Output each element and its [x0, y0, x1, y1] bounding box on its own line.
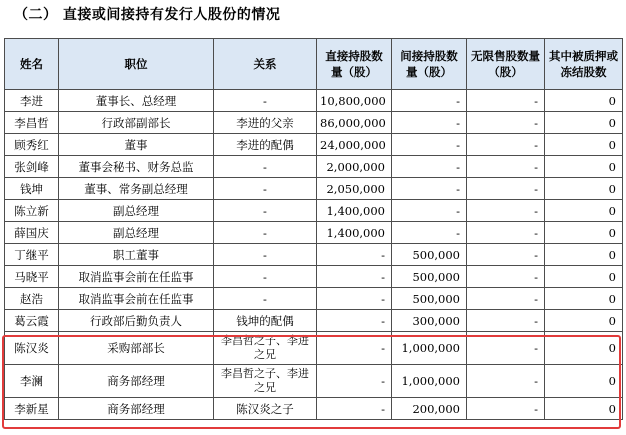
cell-unrestricted: - — [467, 266, 545, 288]
cell-direct: - — [317, 288, 392, 310]
cell-direct: 10,800,000 — [317, 90, 392, 112]
cell-name: 赵浩 — [5, 288, 59, 310]
cell-position: 商务部经理 — [59, 398, 214, 420]
cell-direct: - — [317, 398, 392, 420]
cell-relation: - — [214, 288, 317, 310]
cell-relation: - — [214, 90, 317, 112]
table-header-row — [5, 39, 623, 90]
cell-relation: 钱坤的配偶 — [214, 310, 317, 332]
table-row — [5, 365, 623, 398]
cell-unrestricted: - — [467, 178, 545, 200]
cell-position: 副总经理 — [59, 200, 214, 222]
cell-pledged: 0 — [545, 178, 623, 200]
cell-name: 陈立新 — [5, 200, 59, 222]
cell-pledged: 0 — [545, 222, 623, 244]
cell-unrestricted: - — [467, 332, 545, 365]
table-row — [5, 134, 623, 156]
cell-direct: 2,000,000 — [317, 156, 392, 178]
cell-name: 葛云霞 — [5, 310, 59, 332]
cell-indirect: 500,000 — [392, 266, 467, 288]
cell-name: 李昌哲 — [5, 112, 59, 134]
cell-name: 李新星 — [5, 398, 59, 420]
cell-pledged: 0 — [545, 398, 623, 420]
cell-unrestricted: - — [467, 90, 545, 112]
table-row — [5, 332, 623, 365]
cell-pledged: 0 — [545, 90, 623, 112]
cell-relation: - — [214, 222, 317, 244]
table-row — [5, 244, 623, 266]
cell-name: 陈汉炎 — [5, 332, 59, 365]
cell-pledged: 0 — [545, 288, 623, 310]
cell-unrestricted: - — [467, 310, 545, 332]
cell-unrestricted: - — [467, 200, 545, 222]
cell-unrestricted: - — [467, 222, 545, 244]
table-row — [5, 112, 623, 134]
cell-position: 董事长、总经理 — [59, 90, 214, 112]
table-row — [5, 310, 623, 332]
cell-unrestricted: - — [467, 365, 545, 398]
col-header-indirect: 间接持股数量（股） — [392, 39, 467, 90]
cell-unrestricted: - — [467, 156, 545, 178]
cell-position: 副总经理 — [59, 222, 214, 244]
cell-pledged: 0 — [545, 266, 623, 288]
cell-pledged: 0 — [545, 310, 623, 332]
cell-indirect: 500,000 — [392, 244, 467, 266]
cell-unrestricted: - — [467, 244, 545, 266]
cell-pledged: 0 — [545, 134, 623, 156]
cell-direct: - — [317, 365, 392, 398]
cell-unrestricted: - — [467, 112, 545, 134]
cell-direct: - — [317, 244, 392, 266]
cell-unrestricted: - — [467, 134, 545, 156]
col-header-pledged: 其中被质押或冻结股数 — [545, 39, 623, 90]
cell-position: 董事会秘书、财务总监 — [59, 156, 214, 178]
cell-relation: 李进的配偶 — [214, 134, 317, 156]
cell-direct: 1,400,000 — [317, 200, 392, 222]
table-row — [5, 288, 623, 310]
cell-direct: 86,000,000 — [317, 112, 392, 134]
cell-direct: 24,000,000 — [317, 134, 392, 156]
col-header-direct: 直接持股数量（股） — [317, 39, 392, 90]
cell-position: 取消监事会前在任监事 — [59, 288, 214, 310]
cell-relation: 李昌哲之子、李进之兄 — [214, 332, 317, 365]
cell-indirect: - — [392, 200, 467, 222]
table-row — [5, 90, 623, 112]
col-header-name: 姓名 — [5, 39, 59, 90]
cell-name: 钱坤 — [5, 178, 59, 200]
cell-position: 取消监事会前在任监事 — [59, 266, 214, 288]
table-row — [5, 222, 623, 244]
cell-relation: - — [214, 244, 317, 266]
cell-position: 行政部后勤负责人 — [59, 310, 214, 332]
table-row — [5, 178, 623, 200]
cell-indirect: - — [392, 134, 467, 156]
cell-direct: - — [317, 310, 392, 332]
table-row — [5, 156, 623, 178]
cell-indirect: 1,000,000 — [392, 332, 467, 365]
table-row — [5, 266, 623, 288]
cell-direct: 2,050,000 — [317, 178, 392, 200]
col-header-relation: 关系 — [214, 39, 317, 90]
cell-indirect: - — [392, 222, 467, 244]
cell-pledged: 0 — [545, 365, 623, 398]
section-heading: （二） 直接或间接持有发行人股份的情况 — [14, 7, 281, 23]
cell-indirect: 1,000,000 — [392, 365, 467, 398]
cell-indirect: 200,000 — [392, 398, 467, 420]
cell-unrestricted: - — [467, 398, 545, 420]
cell-name: 马晓平 — [5, 266, 59, 288]
cell-direct: - — [317, 332, 392, 365]
cell-position: 董事、常务副总经理 — [59, 178, 214, 200]
cell-indirect: 500,000 — [392, 288, 467, 310]
cell-direct: 1,400,000 — [317, 222, 392, 244]
cell-name: 李进 — [5, 90, 59, 112]
cell-relation: 陈汉炎之子 — [214, 398, 317, 420]
table-row — [5, 200, 623, 222]
cell-indirect: - — [392, 112, 467, 134]
cell-position: 行政部副部长 — [59, 112, 214, 134]
cell-name: 顾秀红 — [5, 134, 59, 156]
cell-indirect: - — [392, 178, 467, 200]
cell-relation: - — [214, 156, 317, 178]
cell-pledged: 0 — [545, 332, 623, 365]
table-row — [5, 398, 623, 420]
cell-pledged: 0 — [545, 112, 623, 134]
cell-unrestricted: - — [467, 288, 545, 310]
cell-relation: - — [214, 266, 317, 288]
cell-position: 商务部经理 — [59, 365, 214, 398]
shareholding-table — [4, 38, 623, 420]
cell-name: 薛国庆 — [5, 222, 59, 244]
cell-name: 丁继平 — [5, 244, 59, 266]
cell-indirect: 300,000 — [392, 310, 467, 332]
cell-relation: 李进的父亲 — [214, 112, 317, 134]
cell-relation: 李昌哲之子、李进之兄 — [214, 365, 317, 398]
cell-pledged: 0 — [545, 244, 623, 266]
cell-relation: - — [214, 200, 317, 222]
cell-indirect: - — [392, 156, 467, 178]
cell-position: 董事 — [59, 134, 214, 156]
cell-relation: - — [214, 178, 317, 200]
cell-indirect: - — [392, 90, 467, 112]
cell-pledged: 0 — [545, 200, 623, 222]
cell-position: 职工董事 — [59, 244, 214, 266]
cell-name: 李澜 — [5, 365, 59, 398]
cell-pledged: 0 — [545, 156, 623, 178]
col-header-position: 职位 — [59, 39, 214, 90]
cell-direct: - — [317, 266, 392, 288]
cell-position: 采购部部长 — [59, 332, 214, 365]
cell-name: 张剑峰 — [5, 156, 59, 178]
col-header-unrestricted: 无限售股数量（股） — [467, 39, 545, 90]
